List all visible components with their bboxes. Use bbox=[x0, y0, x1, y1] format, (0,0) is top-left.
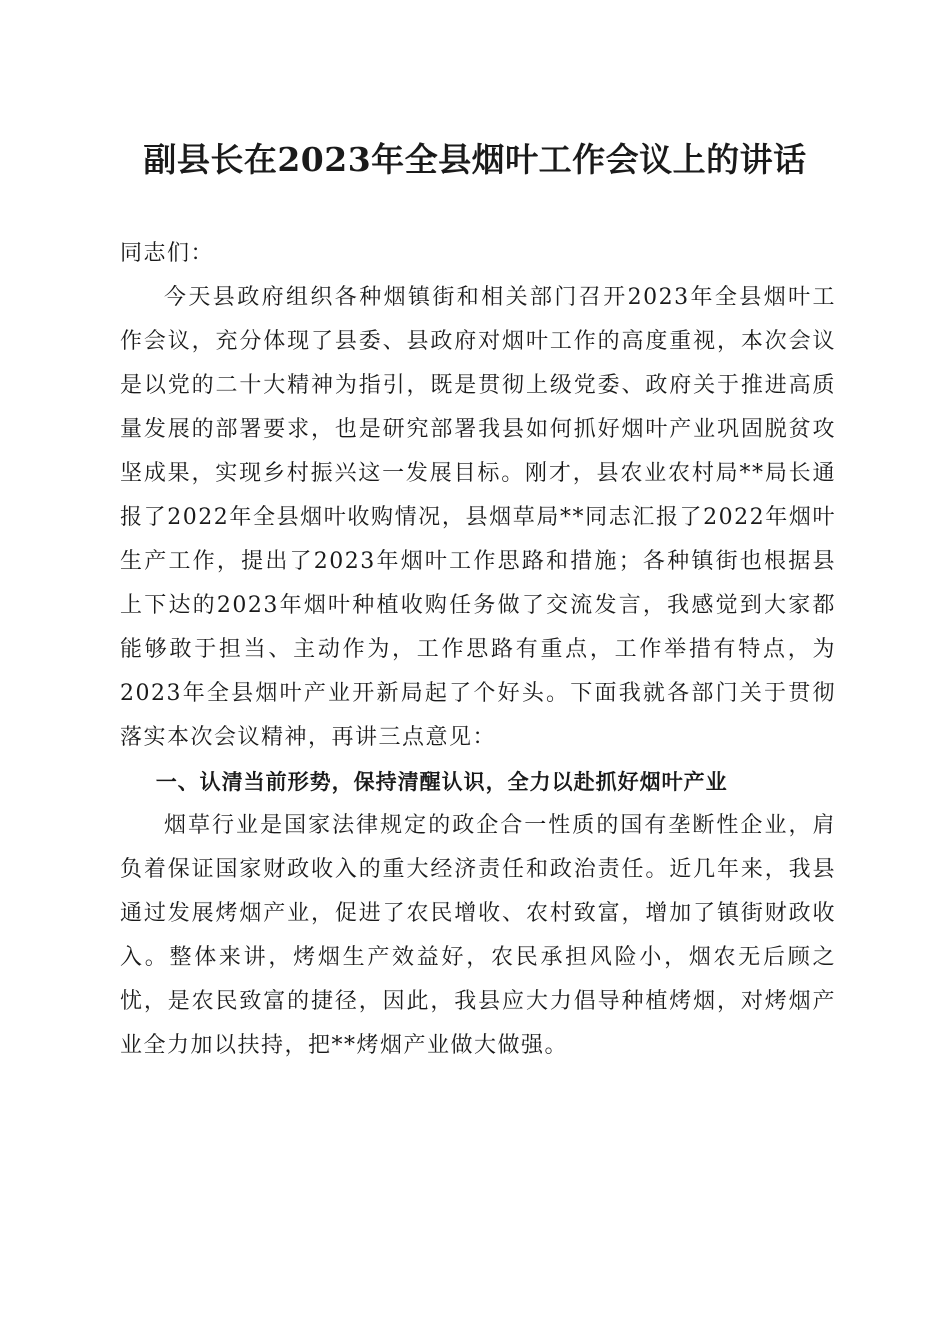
salutation: 同志们： bbox=[120, 241, 215, 266]
opening-paragraph: 今天县政府组织各种烟镇街和相关部门召开2023年全县烟叶工作会议，充分体现了县委、县政府对烟叶工作的高度重视，本次会议是以党的二十大精神为指引，既是贯彻上级党委、政府关于推进高质量发展的部署要求，也是研究部署我县如何抓好烟叶产业巩固脱贫攻坚成果，实现乡村振兴这一发展目标。刚才，县农业农村局**局长通报了2022年全县烟叶收购情况，县烟草局**同志汇报了2022年烟叶生产工作，提出了2023年烟叶工作思路和措施；各种镇街也根据县上下达的2023年烟叶种植收购任务做了交流发言，我感觉到大家都能够敢于担当、主动作为，工作思路有重点，工作举措有特点，为2023年全县烟叶产业开新局起了个好头。下面我就各部门关于贯彻落实本次会议精神，再讲三点意见： bbox=[120, 285, 836, 750]
section-1-paragraph: 烟草行业是国家法律规定的政企合一性质的国有垄断性企业，肩负着保证国家财政收入的重大经济责任和政治责任。近几年来，我县通过发展烤烟产业，促进了农民增收、农村致富，增加了镇街财政收入。整体来讲，烤烟生产效益好，农民承担风险小，烟农无后顾之忧，是农民致富的捷径，因此，我县应大力倡导种植烤烟，对烤烟产业全力加以扶持，把**烤烟产业做大做强。 bbox=[120, 813, 836, 1058]
document-body bbox=[120, 232, 836, 1068]
document-title: 副县长在2023年全县烟叶工作会议上的讲话 bbox=[143, 140, 807, 179]
section-heading-1: 一、认清当前形势，保持清醒认识，全力以赴抓好烟叶产业 bbox=[155, 770, 728, 794]
